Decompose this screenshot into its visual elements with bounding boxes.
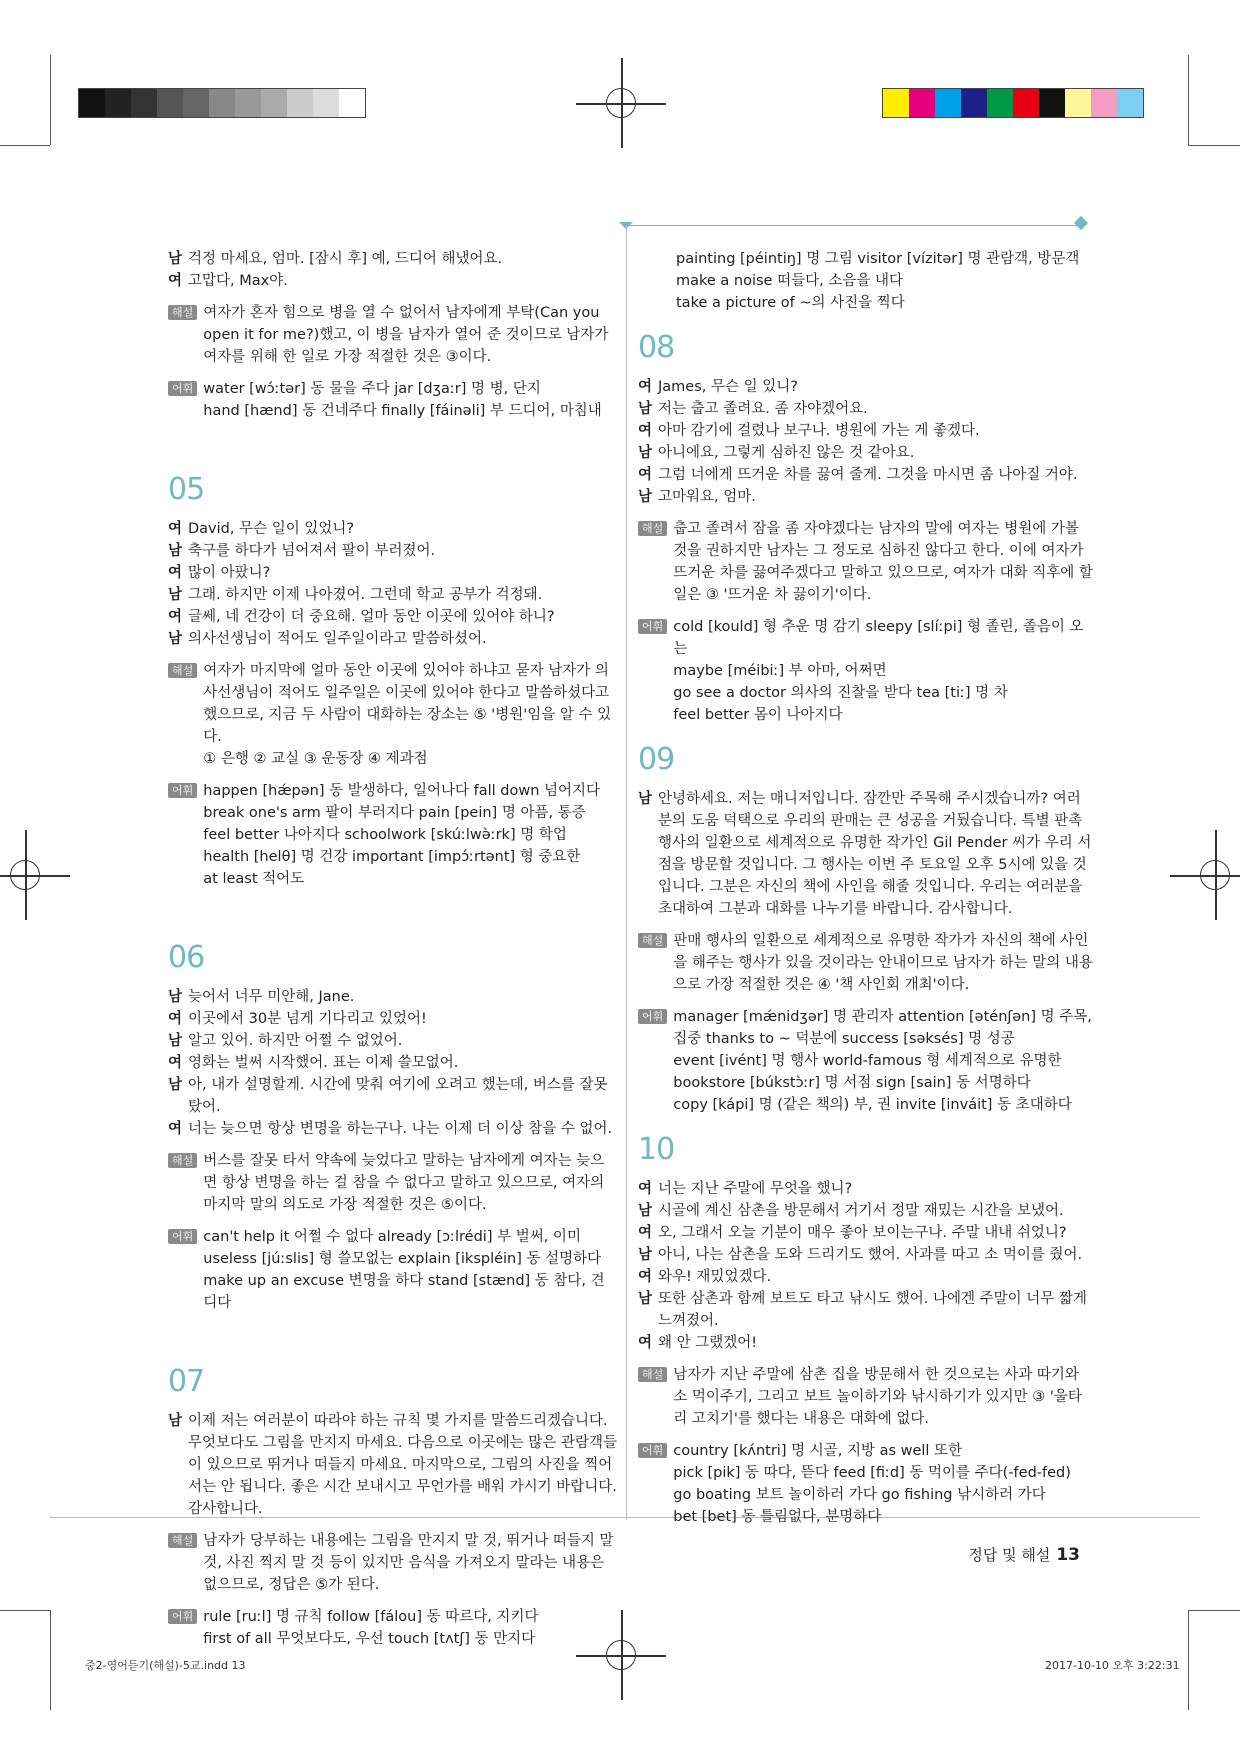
dialogue-line: 남 아니에요, 그렇게 심하진 않은 것 같아요. xyxy=(638,445,915,461)
footer-label: 정답 및 해설 xyxy=(968,1546,1051,1564)
grayscale-bar xyxy=(78,88,366,118)
print-slug-date: 2017-10-10 오후 3:22:31 xyxy=(1045,1659,1180,1672)
left-column xyxy=(168,248,618,1650)
print-slug-file: 중2-영어듣기(해설)-5교.indd 13 xyxy=(85,1659,246,1672)
explanation: 해설 남자가 당부하는 내용에는 그림을 만지지 말 것, 뛰거나 떠들지 말 것, 사진 찍지 말 것 등이 있지만 음식을 가져오지 말라는 내용은 없으므로, 정답은 ⑤가 된다. xyxy=(168,1530,618,1596)
answer-choices: ① 은행 ② 교실 ③ 운동장 ④ 제과점 xyxy=(203,751,428,767)
dialogue-line: 남 안녕하세요. 저는 매니저입니다. 잠깐만 주목해 주시겠습니까? 여러분의 도움 덕택으로 우리의 판매는 큰 성공을 거뒀습니다. 특별 판촉행사의 일환으로 세계적으로 유명한 작가인 Gil Pender 씨가 우리 서점을 방문할 것입니다. 그 행사는 이번 주 토요일 오후 5시에 있을 것입니다. 그분은 자신의 책에 사인을 해줄 것입니다. 우리는 여러분을 초대하여 그분과 대화를 나누기를 바랍니다. 감사합니다. xyxy=(638,791,1092,917)
dialogue-line: 여 고맙다, Max야. xyxy=(168,273,288,289)
dialogue-line: 여 아마 감기에 걸렸나 보구나. 병원에 가는 게 좋겠다. xyxy=(638,423,980,439)
dialogue-line: 여 왜 안 그랬겠어! xyxy=(638,1335,758,1351)
dialogue-line: 여 너는 지난 주말에 무엇을 했니? xyxy=(638,1181,853,1197)
vocabulary: 어휘 can't help it 어쩔 수 없다 already [ɔːlrédi] 부 벌써, 이미 useless [júːslis] 형 쓸모없는 explain [ikspléin] 동 설명하다 make up an excuse 변명을 하다 stand [stænd] 동 참다, 견디다 xyxy=(168,1226,618,1314)
dialogue-line: 여 David, 무슨 일이 있었니? xyxy=(168,521,355,537)
dialogue-line: 남 이제 저는 여러분이 따라야 하는 규칙 몇 가지를 말씀드리겠습니다. 무엇보다도 그림을 만지지 마세요. 다음으로 이곳에는 많은 관람객들이 있으므로 뛰거나 떠들지 마세요. 마지막으로, 그림의 사진을 찍어서는 안 됩니다. 좋은 시간 보내시고 무언가를 배워 가시기 바랍니다. 감사합니다. xyxy=(168,1413,618,1517)
dialogue-line: 여 글쎄, 네 건강이 더 중요해. 얼마 동안 이곳에 있어야 하니? xyxy=(168,609,555,625)
vocabulary: 어휘 cold [kould] 형 추운 명 감기 sleepy [slíːpi] 형 졸린, 졸음이 오는 maybe [méibiː] 부 아마, 어쩌면 go see a doctor 의사의 진찰을 받다 tea [tiː] 명 차 feel better 몸이 나아지다 xyxy=(638,616,1094,726)
dialogue-line: 여 오, 그래서 오늘 기분이 매우 좋아 보이는구나. 주말 내내 쉬었니? xyxy=(638,1225,1067,1241)
dialogue-line: 여 많이 아팠니? xyxy=(168,565,271,581)
vocab-tag: 어휘 xyxy=(168,381,197,396)
explanation: 해설 춥고 졸려서 잠을 좀 자야겠다는 남자의 말에 여자는 병원에 가볼 것을 권하지만 남자는 그 정도로 심하진 않다고 한다. 이에 여자가 뜨거운 차를 끓여주겠다고 말하고 있으므로, 여자가 대화 직후에 할 일은 ③ '뜨거운 차 끓이기'이다. xyxy=(638,518,1094,606)
dialogue-line: 남 늦어서 너무 미안해, Jane. xyxy=(168,989,355,1005)
dialogue-line: 여 너는 늦으면 항상 변명을 하는구나. 나는 이제 더 이상 참을 수 없어. xyxy=(168,1121,613,1137)
diamond-marker xyxy=(1074,216,1088,230)
explanation: 해설 여자가 혼자 힘으로 병을 열 수 없어서 남자에게 부탁(Can you open it for me?)했고, 이 병을 남자가 열어 준 것이므로 남자가 여자를 위해 한 일로 가장 적절한 것은 ③이다. xyxy=(168,302,618,368)
crop-mark xyxy=(50,1610,51,1710)
crop-mark xyxy=(50,55,51,145)
dialogue-line: 남 고마워요, 엄마. xyxy=(638,489,756,505)
registration-mark-right xyxy=(1190,850,1240,900)
question-number: 07 xyxy=(168,1364,205,1399)
dialogue-line: 여 James, 무슨 일 있니? xyxy=(638,379,798,395)
crop-mark xyxy=(0,1610,50,1611)
question-number: 06 xyxy=(168,940,205,975)
dialogue-line: 여 이곳에서 30분 넘게 기다리고 있었어! xyxy=(168,1011,427,1027)
page-footer xyxy=(968,1544,1080,1565)
question-number: 09 xyxy=(638,742,675,777)
question-number: 05 xyxy=(168,472,205,507)
dialogue-line: 남 의사선생님이 적어도 일주일이라고 말씀하셨어. xyxy=(168,631,487,647)
crop-mark xyxy=(1188,145,1240,146)
dialogue-line: 여 영화는 벌써 시작했어. 표는 이제 쓸모없어. xyxy=(168,1055,459,1071)
column-divider xyxy=(626,225,627,1520)
dialogue-line: 남 저는 춥고 졸려요. 좀 자야겠어요. xyxy=(638,401,868,417)
registration-mark-left xyxy=(0,850,50,900)
vocabulary: 어휘 rule [ruːl] 명 규칙 follow [fálou] 동 따르다, 지키다 first of all 무엇보다도, 우선 touch [tʌtʃ] 동 만지다 xyxy=(168,1606,618,1650)
color-bar xyxy=(882,88,1144,118)
crop-mark xyxy=(1188,1610,1189,1710)
dialogue-line: 남 시골에 계신 삼촌을 방문해서 거기서 정말 재밌는 시간을 보냈어. xyxy=(638,1203,1064,1219)
crop-mark xyxy=(1188,1610,1240,1611)
explanation: 해설 버스를 잘못 타서 약속에 늦었다고 말하는 남자에게 여자는 늦으면 항상 변명을 하는 걸 참을 수 없다고 말하고 있으므로, 여자의 마지막 말의 의도로 가장 적절한 것은 ⑤이다. xyxy=(168,1150,618,1216)
dialogue-line: 여 그럼 너에게 뜨거운 차를 끓여 줄게. 그것을 마시면 좀 나아질 거야. xyxy=(638,467,1078,483)
page-number: 13 xyxy=(1056,1545,1080,1565)
dialogue-line: 남 걱정 마세요, 엄마. [잠시 후] 예, 드디어 해냈어요. xyxy=(168,251,503,267)
right-column xyxy=(638,248,1094,1528)
vocabulary: 어휘 country [kʌ́ntri] 명 시골, 지방 as well 또한 pick [pik] 동 따다, 뜯다 feed [fiːd] 동 먹이를 주다(-fed-fed) go boating 보트 놀이하러 가다 go fishing 낚시하러 가다 bet [bet] 동 틀림없다, 분명하다 xyxy=(638,1440,1094,1528)
explanation: 해설 여자가 마지막에 얼마 동안 이곳에 있어야 하냐고 묻자 남자가 의사선생님이 적어도 일주일은 이곳에 있어야 한다고 말씀하셨다고 했으므로, 지금 두 사람이 대화하는 장소는 ⑤ '병원'임을 알 수 있다. ① 은행 ② 교실 ③ 운동장 ④ 제과점 xyxy=(168,660,618,770)
explanation: 해설 남자가 지난 주말에 삼촌 집을 방문해서 한 것으로는 사과 따기와 소 먹이주기, 그리고 보트 놀이하기와 낚시하기가 있지만 ③ '울타리 고치기'를 했다는 내용은 대화에 없다. xyxy=(638,1364,1094,1430)
vocabulary: 어휘 manager [mǽnidʒər] 명 관리자 attention [əténʃən] 명 주목, 집중 thanks to ~ 덕분에 success [səksés] 명 성공 event [ivént] 명 행사 world-famous 형 세계적으로 유명한 bookstore [búkstɔ̀ːr] 명 서점 sign [sain] 동 서명하다 copy [kápi] 명 (같은 책의) 부, 권 invite [inváit] 동 초대하다 xyxy=(638,1006,1094,1116)
dialogue-line: 남 아, 내가 설명할게. 시간에 맞춰 여기에 오려고 했는데, 버스를 잘못 탔어. xyxy=(168,1077,608,1115)
top-accent-line xyxy=(626,225,1078,226)
explanation-tag: 해설 xyxy=(168,305,197,320)
vocabulary-continued: painting [péintiŋ] 명 그림 visitor [vízitər] 명 관람객, 방문객 make a noise 떠들다, 소음을 내다 take a picture of ~의 사진을 찍다 xyxy=(676,251,1080,311)
dialogue-line: 남 그래. 하지만 이제 나아졌어. 그런데 학교 공부가 걱정돼. xyxy=(168,587,543,603)
explanation: 해설 판매 행사의 일환으로 세계적으로 유명한 작가가 자신의 책에 사인을 해주는 행사가 있을 것이라는 안내이므로 남자가 하는 말의 내용으로 가장 적절한 것은 ④ '책 사인회 개최'이다. xyxy=(638,930,1094,996)
vocabulary: 어휘 water [wɔ́ːtər] 동 물을 주다 jar [dʒaːr] 명 병, 단지 hand [hænd] 동 건네주다 finally [fáinəli] 부 드디어, 마침내 xyxy=(168,378,618,422)
dialogue-line: 남 아니, 나는 삼촌을 도와 드리기도 했어. 사과를 따고 소 먹이를 줬어. xyxy=(638,1247,1083,1263)
dialogue-line: 남 또한 삼촌과 함께 보트도 타고 낚시도 했어. 나에겐 주말이 너무 짧게 느껴졌어. xyxy=(638,1291,1087,1329)
registration-mark-top xyxy=(596,78,646,128)
dialogue-line: 여 와우! 재밌었겠다. xyxy=(638,1269,772,1285)
vocabulary: 어휘 happen [hǽpən] 동 발생하다, 일어나다 fall down 넘어지다 break one's arm 팔이 부러지다 pain [pein] 명 아픔, 통증 feel better 나아지다 schoolwork [skúːlwə̀ːrk] 명 학업 health [helθ] 명 건강 important [impɔ́ːrtənt] 형 중요한 at least 적어도 xyxy=(168,780,618,890)
question-number: 08 xyxy=(638,330,675,365)
crop-mark xyxy=(1188,55,1189,145)
dialogue-line: 남 알고 있어. 하지만 어쩔 수 없었어. xyxy=(168,1033,403,1049)
dialogue-line: 남 축구를 하다가 넘어져서 팔이 부러졌어. xyxy=(168,543,436,559)
crop-mark xyxy=(0,145,50,146)
question-number: 10 xyxy=(638,1132,675,1167)
